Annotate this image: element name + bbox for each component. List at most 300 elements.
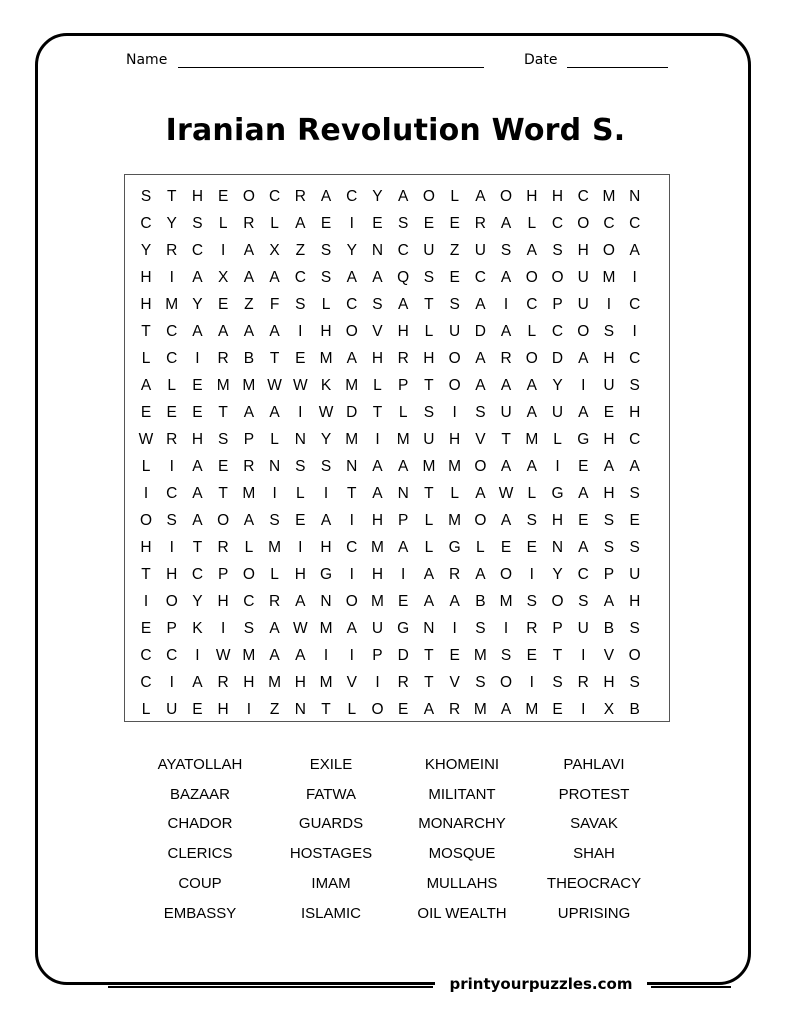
- grid-letter[interactable]: U: [423, 430, 435, 448]
- grid-letter[interactable]: P: [372, 647, 383, 665]
- grid-letter[interactable]: T: [269, 349, 280, 367]
- grid-letter[interactable]: A: [192, 512, 203, 530]
- grid-letter[interactable]: T: [141, 322, 151, 340]
- grid-letter[interactable]: L: [476, 539, 485, 557]
- grid-letter[interactable]: S: [475, 674, 486, 692]
- grid-letter[interactable]: S: [629, 620, 640, 638]
- grid-letter[interactable]: A: [269, 322, 280, 340]
- grid-letter[interactable]: L: [347, 701, 357, 719]
- grid-letter[interactable]: C: [603, 214, 615, 232]
- grid-letter[interactable]: M: [448, 458, 462, 475]
- grid-letter[interactable]: T: [218, 403, 228, 421]
- grid-letter[interactable]: S: [629, 674, 640, 692]
- grid-letter[interactable]: C: [140, 647, 152, 665]
- grid-letter[interactable]: R: [243, 214, 255, 232]
- grid-letter[interactable]: R: [526, 620, 538, 638]
- grid-letter[interactable]: L: [244, 539, 254, 557]
- grid-letter[interactable]: I: [298, 322, 303, 340]
- grid-letter[interactable]: I: [169, 268, 174, 286]
- grid-letter[interactable]: H: [629, 593, 641, 611]
- grid-letter[interactable]: Z: [449, 241, 460, 259]
- grid-letter[interactable]: A: [629, 241, 640, 259]
- grid-letter[interactable]: A: [475, 566, 486, 584]
- grid-letter[interactable]: W: [498, 485, 514, 503]
- grid-letter[interactable]: L: [141, 701, 151, 719]
- grid-letter[interactable]: A: [526, 458, 537, 475]
- grid-letter[interactable]: A: [475, 187, 486, 205]
- grid-letter[interactable]: S: [500, 647, 512, 665]
- grid-letter[interactable]: H: [371, 512, 384, 530]
- grid-letter[interactable]: I: [606, 295, 612, 313]
- grid-letter[interactable]: C: [166, 349, 178, 367]
- grid-letter[interactable]: H: [294, 566, 306, 584]
- grid-letter[interactable]: F: [269, 295, 280, 313]
- grid-letter[interactable]: Y: [140, 241, 152, 259]
- grid-letter[interactable]: I: [555, 458, 560, 475]
- grid-letter[interactable]: N: [551, 539, 564, 557]
- grid-letter[interactable]: G: [448, 539, 461, 557]
- grid-letter[interactable]: R: [217, 674, 229, 692]
- grid-letter[interactable]: A: [603, 593, 615, 611]
- name-field-line[interactable]: [178, 67, 484, 68]
- grid-letter[interactable]: E: [295, 349, 306, 367]
- grid-letter[interactable]: L: [424, 322, 434, 340]
- grid-letter[interactable]: A: [526, 241, 537, 259]
- grid-letter[interactable]: I: [349, 566, 354, 584]
- grid-letter[interactable]: W: [215, 647, 231, 665]
- grid-letter[interactable]: C: [140, 674, 152, 692]
- grid-letter[interactable]: R: [449, 566, 461, 584]
- grid-letter[interactable]: E: [217, 458, 229, 475]
- grid-letter[interactable]: A: [629, 458, 640, 475]
- grid-letter[interactable]: G: [397, 620, 410, 638]
- grid-letter[interactable]: S: [449, 295, 460, 313]
- grid-letter[interactable]: T: [347, 485, 357, 503]
- grid-letter[interactable]: M: [242, 485, 256, 503]
- grid-letter[interactable]: O: [602, 241, 615, 259]
- grid-letter[interactable]: C: [346, 295, 358, 313]
- grid-letter[interactable]: O: [525, 268, 538, 286]
- grid-letter[interactable]: M: [319, 349, 333, 367]
- grid-letter[interactable]: L: [450, 187, 459, 205]
- grid-letter[interactable]: O: [551, 593, 564, 611]
- grid-letter[interactable]: O: [525, 349, 538, 367]
- grid-letter[interactable]: A: [398, 458, 409, 475]
- grid-letter[interactable]: O: [448, 349, 461, 367]
- grid-letter[interactable]: E: [398, 701, 409, 719]
- grid-letter[interactable]: H: [577, 241, 589, 259]
- grid-letter[interactable]: A: [243, 322, 255, 340]
- grid-letter[interactable]: S: [269, 512, 280, 530]
- grid-letter[interactable]: E: [372, 214, 383, 232]
- grid-letter[interactable]: S: [629, 485, 640, 503]
- grid-letter[interactable]: C: [346, 539, 358, 557]
- grid-letter[interactable]: L: [141, 458, 151, 475]
- grid-letter[interactable]: C: [629, 349, 641, 367]
- grid-letter[interactable]: A: [192, 485, 203, 503]
- grid-letter[interactable]: R: [268, 593, 281, 611]
- grid-letter[interactable]: I: [221, 241, 226, 259]
- grid-letter[interactable]: M: [345, 376, 359, 394]
- grid-letter[interactable]: C: [294, 268, 306, 286]
- grid-letter[interactable]: N: [397, 485, 409, 503]
- grid-letter[interactable]: S: [578, 593, 589, 611]
- grid-letter[interactable]: O: [345, 593, 358, 611]
- grid-letter[interactable]: I: [272, 485, 277, 503]
- grid-letter[interactable]: E: [603, 403, 615, 421]
- grid-letter[interactable]: A: [500, 512, 512, 530]
- grid-letter[interactable]: R: [166, 241, 178, 259]
- grid-letter[interactable]: A: [475, 349, 486, 367]
- grid-letter[interactable]: E: [449, 214, 460, 232]
- grid-letter[interactable]: S: [140, 187, 152, 205]
- grid-letter[interactable]: O: [371, 701, 384, 719]
- grid-letter[interactable]: M: [319, 620, 333, 638]
- grid-letter[interactable]: A: [192, 458, 203, 475]
- grid-letter[interactable]: A: [475, 376, 486, 394]
- grid-letter[interactable]: C: [629, 430, 641, 448]
- grid-letter[interactable]: D: [551, 349, 564, 367]
- grid-letter[interactable]: R: [166, 430, 178, 448]
- grid-letter[interactable]: P: [398, 376, 409, 394]
- grid-letter[interactable]: A: [295, 647, 306, 665]
- grid-letter[interactable]: U: [577, 620, 589, 638]
- grid-letter[interactable]: N: [320, 593, 332, 611]
- grid-letter[interactable]: A: [269, 268, 280, 286]
- grid-letter[interactable]: S: [526, 512, 537, 530]
- grid-letter[interactable]: Q: [397, 268, 410, 286]
- grid-letter[interactable]: I: [529, 674, 534, 692]
- grid-letter[interactable]: L: [373, 376, 382, 394]
- grid-letter[interactable]: I: [323, 485, 329, 503]
- grid-letter[interactable]: M: [345, 430, 359, 448]
- grid-letter[interactable]: H: [371, 566, 384, 584]
- grid-letter[interactable]: M: [602, 187, 616, 205]
- grid-letter[interactable]: M: [268, 539, 282, 557]
- grid-letter[interactable]: H: [243, 674, 255, 692]
- grid-letter[interactable]: W: [138, 430, 154, 448]
- grid-letter[interactable]: I: [143, 485, 149, 503]
- grid-letter[interactable]: M: [396, 430, 410, 448]
- grid-letter[interactable]: S: [475, 403, 486, 421]
- grid-letter[interactable]: S: [552, 674, 563, 692]
- grid-letter[interactable]: M: [499, 593, 513, 611]
- grid-letter[interactable]: I: [298, 403, 303, 421]
- grid-letter[interactable]: M: [602, 268, 616, 286]
- grid-letter[interactable]: U: [603, 376, 615, 394]
- grid-letter[interactable]: H: [294, 674, 306, 692]
- grid-letter[interactable]: C: [346, 187, 358, 205]
- grid-letter[interactable]: A: [269, 647, 280, 665]
- grid-letter[interactable]: W: [318, 403, 334, 421]
- grid-letter[interactable]: O: [577, 214, 590, 232]
- grid-letter[interactable]: W: [292, 620, 308, 638]
- grid-letter[interactable]: O: [474, 512, 487, 530]
- grid-letter[interactable]: A: [526, 376, 537, 394]
- grid-letter[interactable]: S: [320, 458, 332, 475]
- grid-letter[interactable]: O: [628, 647, 641, 665]
- grid-letter[interactable]: D: [346, 403, 358, 421]
- grid-letter[interactable]: A: [398, 295, 409, 313]
- grid-letter[interactable]: T: [141, 566, 151, 584]
- grid-letter[interactable]: E: [629, 512, 640, 530]
- grid-letter[interactable]: T: [372, 403, 383, 421]
- grid-letter[interactable]: R: [397, 674, 409, 692]
- grid-letter[interactable]: V: [449, 674, 460, 692]
- grid-letter[interactable]: M: [242, 647, 256, 665]
- grid-letter[interactable]: A: [578, 539, 589, 557]
- grid-letter[interactable]: E: [526, 647, 537, 665]
- grid-letter[interactable]: D: [397, 647, 409, 665]
- grid-letter[interactable]: O: [165, 593, 178, 611]
- grid-letter[interactable]: P: [552, 295, 563, 313]
- grid-letter[interactable]: I: [632, 322, 637, 340]
- grid-letter[interactable]: O: [139, 512, 153, 530]
- grid-letter[interactable]: X: [603, 701, 615, 719]
- grid-letter[interactable]: U: [166, 701, 178, 719]
- grid-letter[interactable]: H: [140, 295, 152, 313]
- grid-letter[interactable]: I: [221, 620, 226, 638]
- grid-letter[interactable]: S: [398, 214, 409, 232]
- grid-letter[interactable]: R: [500, 349, 512, 367]
- grid-letter[interactable]: A: [295, 214, 306, 232]
- grid-letter[interactable]: E: [500, 539, 512, 557]
- grid-letter[interactable]: M: [216, 376, 230, 394]
- grid-letter[interactable]: S: [603, 322, 615, 340]
- grid-letter[interactable]: M: [371, 539, 384, 557]
- grid-letter[interactable]: C: [629, 214, 641, 232]
- grid-letter[interactable]: S: [552, 241, 563, 259]
- grid-letter[interactable]: I: [195, 349, 200, 367]
- grid-letter[interactable]: A: [243, 268, 255, 286]
- grid-letter[interactable]: U: [577, 295, 589, 313]
- grid-letter[interactable]: C: [191, 566, 204, 584]
- grid-letter[interactable]: I: [401, 566, 406, 584]
- grid-letter[interactable]: A: [192, 674, 203, 692]
- grid-letter[interactable]: A: [320, 187, 332, 205]
- grid-letter[interactable]: Y: [346, 241, 357, 259]
- grid-letter[interactable]: K: [320, 376, 332, 394]
- grid-letter[interactable]: A: [295, 593, 306, 611]
- grid-letter[interactable]: T: [424, 376, 434, 394]
- grid-letter[interactable]: L: [553, 430, 562, 448]
- grid-letter[interactable]: X: [217, 268, 229, 286]
- grid-letter[interactable]: L: [398, 403, 408, 421]
- grid-letter[interactable]: A: [578, 349, 589, 367]
- grid-letter[interactable]: I: [169, 539, 174, 557]
- grid-letter[interactable]: C: [166, 322, 178, 340]
- grid-letter[interactable]: T: [552, 647, 563, 665]
- grid-letter[interactable]: H: [320, 539, 332, 557]
- grid-letter[interactable]: A: [243, 241, 255, 259]
- grid-letter[interactable]: S: [320, 241, 332, 259]
- grid-letter[interactable]: D: [474, 322, 486, 340]
- grid-letter[interactable]: M: [525, 701, 539, 719]
- grid-letter[interactable]: M: [473, 701, 487, 719]
- grid-letter[interactable]: E: [140, 620, 152, 638]
- grid-letter[interactable]: O: [577, 322, 590, 340]
- grid-letter[interactable]: B: [475, 593, 486, 611]
- grid-letter[interactable]: P: [552, 620, 563, 638]
- grid-letter[interactable]: L: [270, 214, 279, 232]
- grid-letter[interactable]: S: [500, 241, 512, 259]
- grid-letter[interactable]: C: [526, 295, 538, 313]
- grid-letter[interactable]: N: [423, 620, 435, 638]
- grid-letter[interactable]: A: [398, 539, 409, 557]
- grid-letter[interactable]: O: [242, 187, 255, 205]
- grid-letter[interactable]: N: [629, 187, 641, 205]
- grid-letter[interactable]: A: [578, 485, 589, 503]
- grid-letter[interactable]: I: [529, 566, 534, 584]
- grid-letter[interactable]: C: [140, 214, 152, 232]
- grid-letter[interactable]: C: [474, 268, 486, 286]
- grid-letter[interactable]: V: [475, 430, 486, 448]
- grid-letter[interactable]: I: [298, 539, 303, 557]
- grid-letter[interactable]: I: [169, 674, 174, 692]
- date-field-line[interactable]: [567, 67, 668, 68]
- grid-letter[interactable]: G: [577, 430, 590, 448]
- grid-letter[interactable]: T: [166, 187, 177, 205]
- grid-letter[interactable]: T: [424, 647, 434, 665]
- grid-letter[interactable]: P: [166, 620, 177, 638]
- grid-letter[interactable]: U: [551, 403, 564, 421]
- grid-letter[interactable]: I: [581, 647, 586, 665]
- grid-letter[interactable]: H: [191, 430, 204, 448]
- grid-letter[interactable]: L: [424, 539, 434, 557]
- grid-letter[interactable]: A: [140, 376, 152, 394]
- grid-letter[interactable]: R: [294, 187, 306, 205]
- grid-letter[interactable]: N: [294, 430, 306, 448]
- grid-letter[interactable]: U: [371, 620, 384, 638]
- grid-letter[interactable]: A: [500, 701, 512, 719]
- grid-letter[interactable]: N: [294, 701, 306, 719]
- grid-letter[interactable]: I: [503, 295, 509, 313]
- grid-letter[interactable]: L: [424, 512, 434, 530]
- grid-letter[interactable]: O: [422, 187, 435, 205]
- grid-letter[interactable]: S: [295, 458, 306, 475]
- grid-letter[interactable]: L: [270, 430, 279, 448]
- grid-letter[interactable]: R: [577, 674, 589, 692]
- grid-letter[interactable]: U: [629, 566, 641, 584]
- grid-letter[interactable]: E: [578, 458, 589, 475]
- grid-letter[interactable]: I: [375, 430, 380, 448]
- grid-letter[interactable]: A: [500, 214, 512, 232]
- grid-letter[interactable]: R: [474, 214, 486, 232]
- grid-letter[interactable]: S: [526, 593, 537, 611]
- grid-letter[interactable]: M: [422, 458, 436, 475]
- grid-letter[interactable]: S: [423, 403, 435, 421]
- grid-letter[interactable]: H: [320, 322, 332, 340]
- grid-letter[interactable]: O: [500, 187, 513, 205]
- grid-letter[interactable]: L: [527, 322, 537, 340]
- grid-letter[interactable]: R: [243, 458, 255, 475]
- grid-letter[interactable]: A: [398, 187, 409, 205]
- grid-letter[interactable]: M: [448, 512, 462, 530]
- grid-letter[interactable]: Y: [552, 566, 563, 584]
- grid-letter[interactable]: E: [449, 268, 460, 286]
- grid-letter[interactable]: I: [195, 647, 200, 665]
- grid-letter[interactable]: A: [578, 403, 589, 421]
- grid-letter[interactable]: C: [166, 647, 178, 665]
- grid-letter[interactable]: O: [242, 566, 255, 584]
- grid-letter[interactable]: Y: [192, 593, 203, 611]
- grid-letter[interactable]: H: [551, 512, 564, 530]
- grid-letter[interactable]: C: [243, 593, 255, 611]
- grid-letter[interactable]: A: [423, 593, 435, 611]
- grid-letter[interactable]: C: [551, 214, 564, 232]
- grid-letter[interactable]: U: [474, 241, 486, 259]
- grid-letter[interactable]: A: [372, 268, 383, 286]
- grid-letter[interactable]: M: [268, 674, 282, 692]
- grid-letter[interactable]: M: [371, 593, 384, 611]
- grid-letter[interactable]: O: [448, 376, 461, 394]
- grid-letter[interactable]: O: [500, 674, 513, 692]
- grid-letter[interactable]: W: [292, 376, 308, 394]
- grid-letter[interactable]: I: [581, 701, 586, 719]
- grid-letter[interactable]: A: [320, 512, 332, 530]
- grid-letter[interactable]: A: [269, 403, 280, 421]
- grid-letter[interactable]: L: [141, 349, 151, 367]
- grid-letter[interactable]: H: [140, 268, 152, 286]
- grid-letter[interactable]: S: [320, 268, 332, 286]
- grid-letter[interactable]: I: [349, 214, 354, 232]
- grid-letter[interactable]: B: [603, 620, 615, 638]
- grid-letter[interactable]: S: [192, 214, 203, 232]
- grid-letter[interactable]: H: [629, 403, 641, 421]
- grid-letter[interactable]: L: [527, 214, 537, 232]
- grid-letter[interactable]: N: [346, 458, 358, 475]
- grid-letter[interactable]: H: [397, 322, 409, 340]
- grid-letter[interactable]: P: [243, 430, 255, 448]
- grid-letter[interactable]: M: [473, 647, 487, 665]
- grid-letter[interactable]: A: [500, 376, 512, 394]
- grid-letter[interactable]: Y: [552, 376, 563, 394]
- grid-letter[interactable]: I: [349, 647, 354, 665]
- grid-letter[interactable]: A: [500, 458, 512, 475]
- grid-letter[interactable]: E: [552, 701, 563, 719]
- grid-letter[interactable]: E: [192, 376, 203, 394]
- grid-letter[interactable]: O: [551, 268, 564, 286]
- grid-letter[interactable]: T: [501, 430, 511, 448]
- grid-letter[interactable]: I: [246, 701, 252, 719]
- grid-letter[interactable]: Y: [320, 430, 332, 448]
- grid-letter[interactable]: H: [603, 485, 615, 503]
- grid-letter[interactable]: T: [424, 295, 434, 313]
- grid-letter[interactable]: I: [452, 620, 457, 638]
- grid-letter[interactable]: H: [603, 430, 615, 448]
- grid-letter[interactable]: R: [217, 539, 229, 557]
- grid-letter[interactable]: U: [577, 268, 589, 286]
- grid-letter[interactable]: C: [166, 485, 178, 503]
- grid-letter[interactable]: C: [577, 566, 589, 584]
- grid-letter[interactable]: H: [191, 187, 204, 205]
- grid-letter[interactable]: H: [217, 593, 229, 611]
- grid-letter[interactable]: H: [371, 349, 384, 367]
- grid-letter[interactable]: E: [423, 214, 435, 232]
- grid-letter[interactable]: S: [295, 295, 306, 313]
- grid-letter[interactable]: E: [526, 539, 537, 557]
- grid-letter[interactable]: U: [500, 403, 512, 421]
- grid-letter[interactable]: S: [166, 512, 177, 530]
- grid-letter[interactable]: H: [449, 430, 461, 448]
- grid-letter[interactable]: A: [372, 485, 383, 503]
- grid-letter[interactable]: I: [452, 403, 457, 421]
- grid-letter[interactable]: T: [424, 485, 434, 503]
- grid-letter[interactable]: C: [629, 295, 641, 313]
- grid-letter[interactable]: L: [167, 376, 177, 394]
- grid-letter[interactable]: O: [217, 512, 230, 530]
- grid-letter[interactable]: A: [192, 268, 203, 286]
